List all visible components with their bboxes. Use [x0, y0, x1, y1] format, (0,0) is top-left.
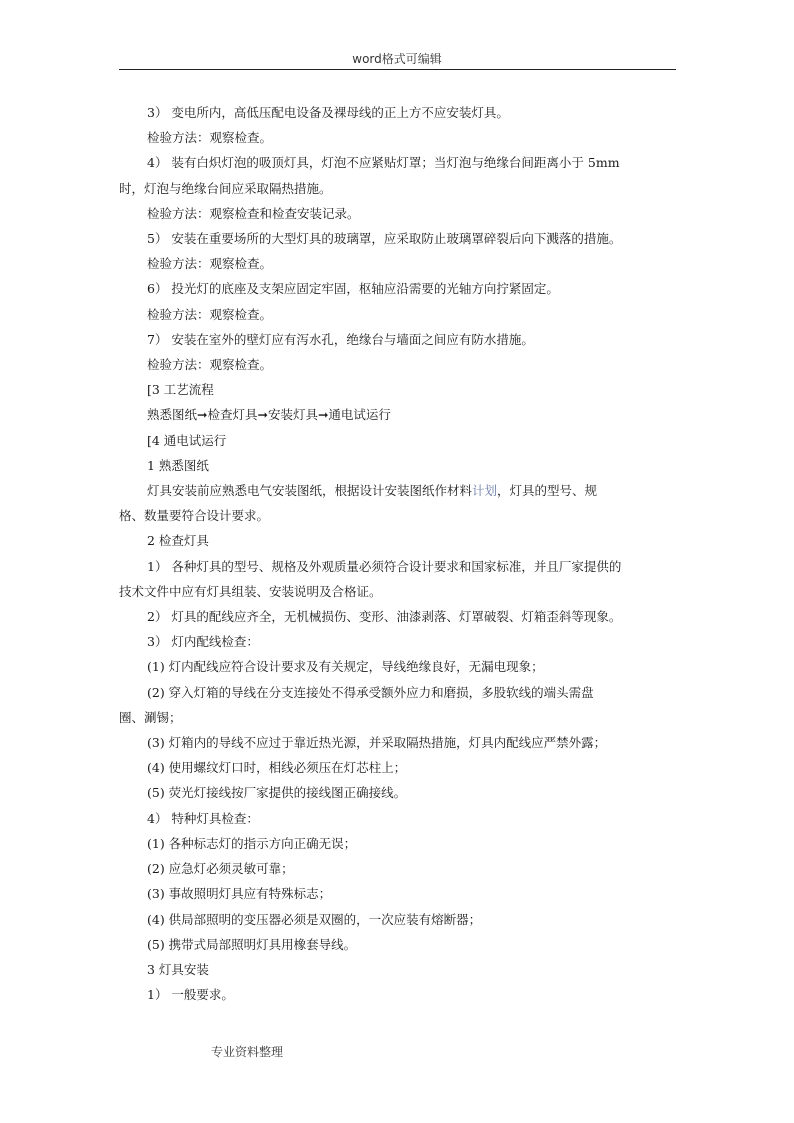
clause-4-line-1: 4） 装有白炽灯泡的吸顶灯具，灯泡不应紧贴灯罩；当灯泡与绝缘台间距离小于 5mm [147, 155, 620, 171]
page-footer-text: 专业资料整理 [211, 1045, 284, 1059]
inspection-method: 检验方法：观察检查。 [147, 256, 273, 272]
wiring-check-5: (5) 荧光灯接线按厂家提供的接线图正确接线。 [147, 785, 407, 801]
inspection-method: 检验方法：观察检查和检查安装记录。 [147, 205, 360, 221]
wiring-check-2-line-2: 圈、涮锡； [119, 709, 182, 725]
special-check-4: (4) 供局部照明的变压器必须是双圈的，一次应装有熔断器； [147, 911, 482, 927]
wiring-check-3: (3) 灯箱内的导线不应过于靠近热光源，并采取隔热措施，灯具内配线应严禁外露； [147, 735, 607, 751]
drawings-paragraph-line-1 [119, 478, 677, 503]
clause-3: 3） 变电所内，高低压配电设备及裸母线的正上方不应安装灯具。 [147, 105, 509, 120]
drawings-text-a: 灯具安装前应熟悉电气安装图纸，根据设计安装图纸作材料 [147, 483, 473, 499]
process-flow: 熟悉图纸➞检查灯具➞安装灯具➞通电试运行 [147, 407, 391, 423]
wiring-check-1: (1) 灯内配线应符合设计要求及有关规定，导线绝缘良好，无漏电现象； [147, 659, 544, 675]
step-heading-install: 3 灯具安装 [147, 961, 209, 977]
special-check-5: (5) 携带式局部照明灯具用橡套导线。 [147, 936, 357, 952]
clause-6: 6） 投光灯的底座及支架应固定牢固，枢轴应沿需要的光轴方向拧紧固定。 [147, 281, 559, 297]
header-divider [119, 69, 676, 70]
wiring-check-2-line-1: (2) 穿入灯箱的导线在分支连接处不得承受额外应力和磨损，多股软线的端头需盘 [147, 684, 594, 700]
inspect-item-3: 3） 灯内配线检查： [147, 634, 259, 650]
drawings-paragraph-line-2: 格、数量要符合设计要求。 [119, 508, 270, 524]
section-heading-trial-run: [4 通电试运行 [147, 432, 227, 448]
clause-4-line-2: 时，灯泡与绝缘台间应采取隔热措施。 [119, 180, 332, 196]
clause-5: 5） 安装在重要场所的大型灯具的玻璃罩，应采取防止玻璃罩碎裂后向下溅落的措施。 [147, 231, 622, 247]
document-body [119, 100, 677, 1007]
plan-link[interactable]: 计划 [472, 483, 498, 499]
drawings-text-b: ，灯具的型号、规 [497, 483, 598, 499]
inspect-item-1-line-2: 技术文件中应有灯具组装、安装说明及合格证。 [119, 583, 382, 599]
inspection-method: 检验方法：观察检查。 [147, 357, 273, 373]
inspect-item-2: 2） 灯具的配线应齐全，无机械损伤、变形、油漆剥落、灯罩破裂、灯箱歪斜等现象。 [147, 609, 622, 625]
inspect-item-4: 4） 特种灯具检查： [147, 810, 259, 826]
section-heading-process: [3 工艺流程 [147, 382, 214, 398]
clause-7: 7） 安装在室外的壁灯应有泻水孔，绝缘台与墙面之间应有防水措施。 [147, 331, 534, 347]
special-check-2: (2) 应急灯必须灵敏可靠； [147, 861, 294, 877]
wiring-check-4: (4) 使用螺纹灯口时，相线必须压在灯芯柱上； [147, 760, 407, 776]
inspection-method: 检验方法：观察检查。 [147, 306, 273, 322]
step-heading-inspect-fixtures: 2 检查灯具 [147, 533, 209, 549]
inspection-method: 检验方法：观察检查。 [147, 130, 273, 146]
page-header-title: word格式可编辑 [352, 52, 442, 66]
install-item-1: 1） 一般要求。 [147, 987, 234, 1003]
inspect-item-1-line-1: 1） 各种灯具的型号、规格及外观质量必须符合设计要求和国家标准，并且厂家提供的 [147, 558, 622, 574]
special-check-3: (3) 事故照明灯具应有特殊标志； [147, 886, 332, 902]
special-check-1: (1) 各种标志灯的指示方向正确无误； [147, 835, 357, 851]
step-heading-drawings: 1 熟悉图纸 [147, 457, 209, 473]
